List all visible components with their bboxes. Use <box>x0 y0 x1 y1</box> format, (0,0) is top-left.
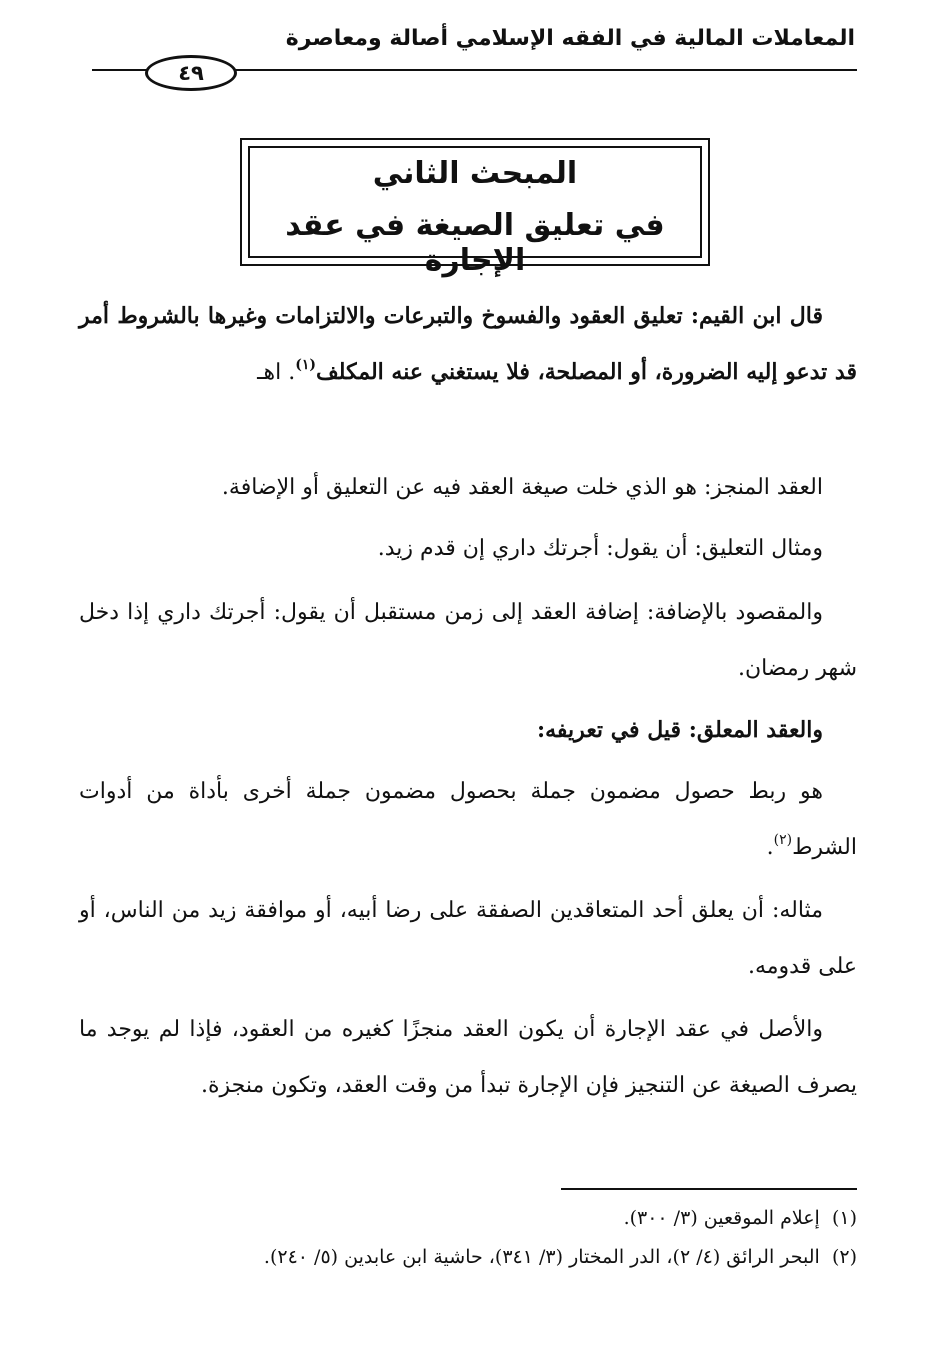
definition-text: هو ربط حصول مضمون جملة بحصول مضمون جملة أخرى بأداة من أدوات الشرط <box>79 779 857 860</box>
paragraph-muallaq-heading: والعقد المعلق: قيل في تعريفه: <box>537 717 823 743</box>
section-subtitle: في تعليق الصيغة في عقد الإجارة <box>285 208 665 278</box>
footnote-marker: (٢) <box>831 1246 857 1268</box>
footnote-text: إعلام الموقعين (٣/ ٣٠٠). <box>623 1207 820 1229</box>
paragraph-idafa: والمقصود بالإضافة: إضافة العقد إلى زمن مستقبل أن يقول: أجرتك داري إذا دخل شهر رمضان. <box>79 600 857 681</box>
quote-tail: . اهـ <box>257 360 296 385</box>
paragraph-example-taaliq: ومثال التعليق: أن يقول: أجرتك داري إن قدم زيد. <box>377 536 823 561</box>
footnote-2 <box>79 1242 857 1272</box>
running-header: المعاملات المالية في الفقه الإسلامي أصالة ومعاصرة <box>285 26 855 51</box>
paragraph-muallaq-definition <box>79 764 857 876</box>
footnote-separator <box>561 1188 857 1190</box>
page-number: ٤٩ <box>145 55 237 91</box>
paragraph-asl-ijara: والأصل في عقد الإجارة أن يكون العقد منجزًا كغيره من العقود، فإذا لم يوجد ما يصرف الصيغة عن التنجيز فإن الإجارة تبدأ من وقت العقد، وتكون منجزة. <box>79 1017 857 1098</box>
footnote-1 <box>79 1203 857 1233</box>
paragraph-ibn-alqayyim-quote <box>79 288 857 401</box>
definition-tail: . <box>766 835 774 860</box>
section-title: المبحث الثاني <box>372 156 578 191</box>
paragraph-muallaq-example: مثاله: أن يعلق أحد المتعاقدين الصفقة على رضا أبيه، أو موافقة زيد من الناس، أو على قدومه. <box>79 898 857 979</box>
footnote-text: البحر الرائق (٤/ ٢)، الدر المختار (٣/ ٣٤١)، حاشية ابن عابدين (٥/ ٢٤٠). <box>263 1246 820 1268</box>
paragraph-definition-munjaz: العقد المنجز: هو الذي خلت صيغة العقد فيه عن التعليق أو الإضافة. <box>221 475 823 500</box>
footnote-ref-1: (١) <box>295 357 317 373</box>
footnote-ref-2: (٢) <box>773 832 793 848</box>
quote-text: قال ابن القيم: تعليق العقود والفسوخ والتبرعات والالتزامات وغيرها بالشروط أمر قد تدعو إليه الضرورة، أو المصلحة، فلا يستغني عنه المكلف <box>79 303 857 385</box>
section-title-frame <box>240 138 710 278</box>
footnote-marker: (١) <box>831 1207 857 1229</box>
